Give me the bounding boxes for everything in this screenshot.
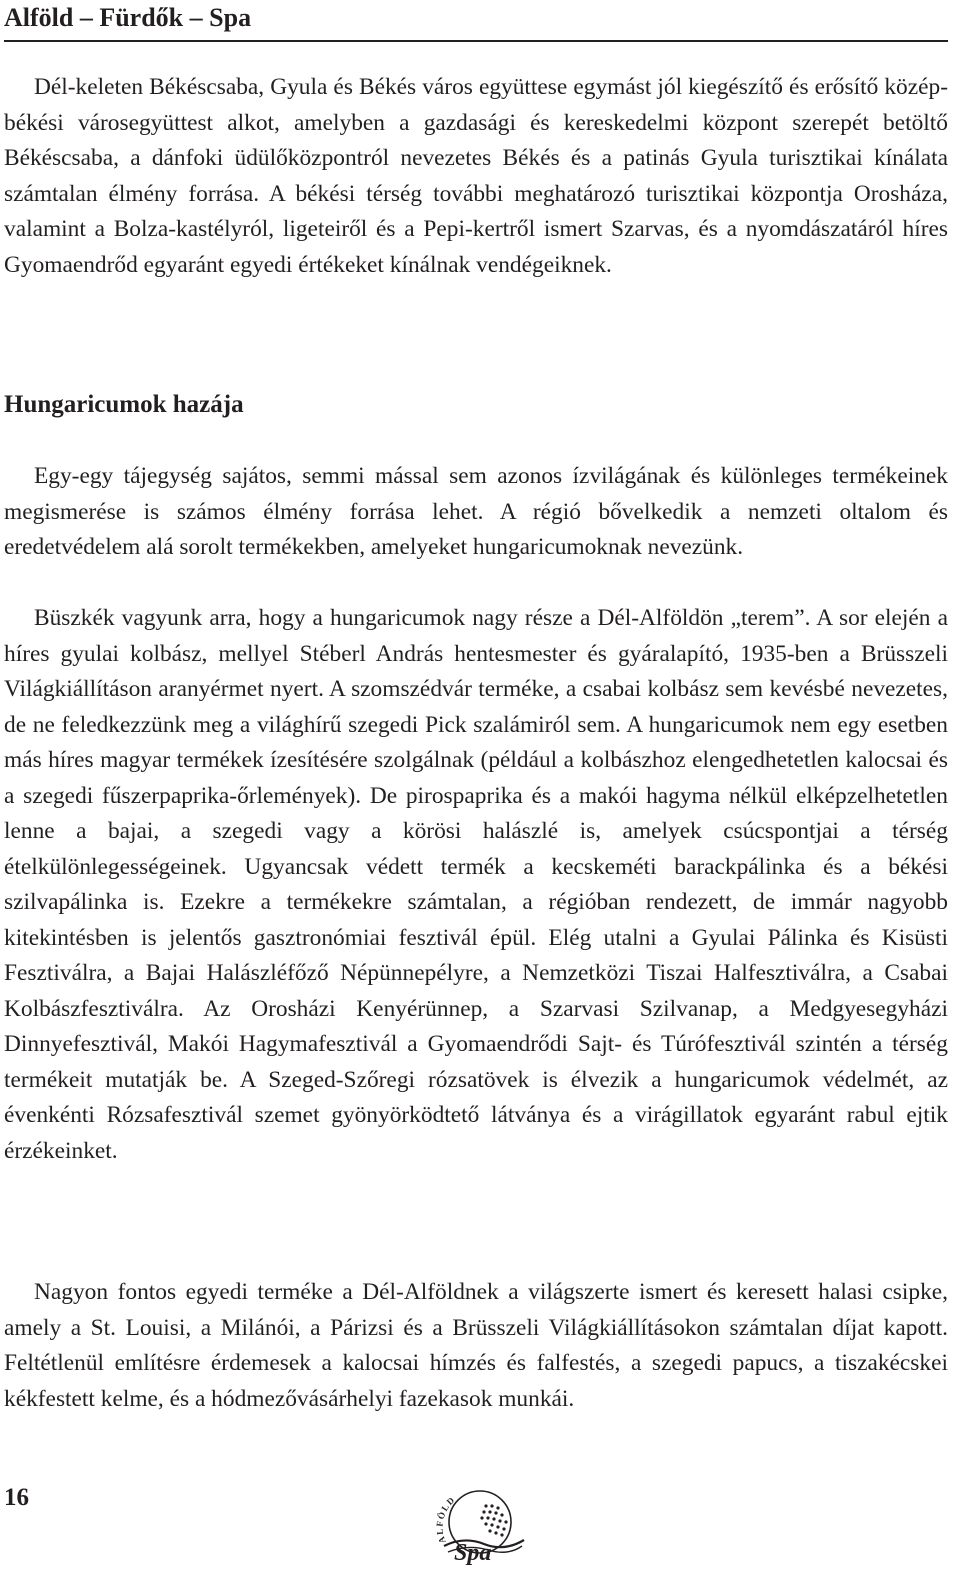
logo-arc-text: ALFÖLD bbox=[434, 1494, 458, 1545]
page-number: 16 bbox=[4, 1484, 29, 1511]
section-paragraph-2: Büszkék vagyunk arra, hogy a hungaricumok nagy része a Dél-Alföldön „terem”. A sor elején a híres gyulai kolbász, mellyel Stéberl András hentesmester és gyáralapító, 1935-ben a Brüsszeli Világkiállításon aranyérmet nyert. A szomszédvár terméke, a csabai kolbász sem kevésbé nevezetes, de ne feledkezzünk meg a világhírű szegedi Pick szalámiról sem. A hungaricumok nem egy esetben más híres magyar termékek ízesítésére szolgálnak (például a kolbászhoz elengedhetetlen kalocsai és a szegedi fűszerpaprika-őrlemények). De pirospaprika és a makói hagyma nélkül elképzelhetetlen lenne a bajai, a szegedi vagy a körösi halászlé is, amelyek csúcspontjai a térség ételkülönlegességeinek. Ugyancsak védett termék a kecskeméti barackpálinka és a békési szilvapálinka is. Ezekre a termékekre számtalan, a régióban rendezett, de immár nagyobb kitekintésben is jelentős gasztronómiai fesztivál épül. Elég utalni a Gyulai Pálinka és Kisüsti Fesztiválra, a Bajai Halászléfőző Népünnepélyre, a Nemzetközi Tiszai Halfesztiválra, a Csabai Kolbászfesztiválra. Az Orosházi Kenyérünnep, a Szarvasi Szilvanap, a Medgyesegyházi Dinnyefesztivál, Makói Hagymafesztivál a Gyomaendrődi Sajt- és Túrófesztivál szintén a térség termékeit mutatják be. A Szeged-Szőregi rózsatövek is élvezik a hungaricumok védelmét, az évenkénti Rózsafesztivál szemet gyönyörködtető látványa és a virágillatok egyaránt rabul ejtik érzékeinket. bbox=[4, 605, 948, 1164]
section-paragraph-3: Nagyon fontos egyedi terméke a Dél-Alföldnek a világszerte ismert és keresett halasi csipke, amely a St. Louisi, a Milánói, a Párizsi és a Brüsszeli Világkiállításokon számtalan díjat kapott. Feltétlenül említésre érdemesek a kalocsai hímzés és falfestés, a szegedi papucs, a tiszakécskei kékfestett kelme, és a hódmezővásárhelyi fazekasok munkái. bbox=[4, 1279, 948, 1412]
running-head bbox=[4, 0, 948, 42]
alfold-spa-logo-icon bbox=[424, 1476, 532, 1570]
intro-paragraph: Dél-keleten Békéscsaba, Gyula és Békés város együttese egymást jól kiegészítő és erősítő közép-békési városegyüttest alkot, amelyben a gazdasági és kereskedelmi központ szerepét betöltő Békéscsaba, a dánfoki üdülőközpontról nevezetes Békés és a patinás Gyula turisztikai kínálata számtalan élmény forrása. A békési térség további meghatározó turisztikai központja Orosháza, valamint a Bolza-kastélyról, ligeteiről és a Pepi-kertről ismert Szarvas, és a nyomdászatáról híres Gyomaendrőd egyaránt egyedi értékeket kínálnak vendégeiknek. bbox=[4, 74, 948, 278]
section-paragraph-1: Egy-egy tájegység sajátos, semmi mással sem azonos ízvilágának és különleges termékeinek megismerése is számos élmény forrása lehet. A régió bővelkedik a nemzeti oltalom és eredetvédelem alá sorolt termékekben, amelyeket hungaricumoknak nevezünk. bbox=[4, 463, 948, 560]
section-heading: Hungaricumok hazája bbox=[4, 391, 244, 418]
page-header-title: Alföld – Fürdők – Spa bbox=[4, 3, 252, 32]
logo-script-text: Spa bbox=[454, 1540, 492, 1566]
